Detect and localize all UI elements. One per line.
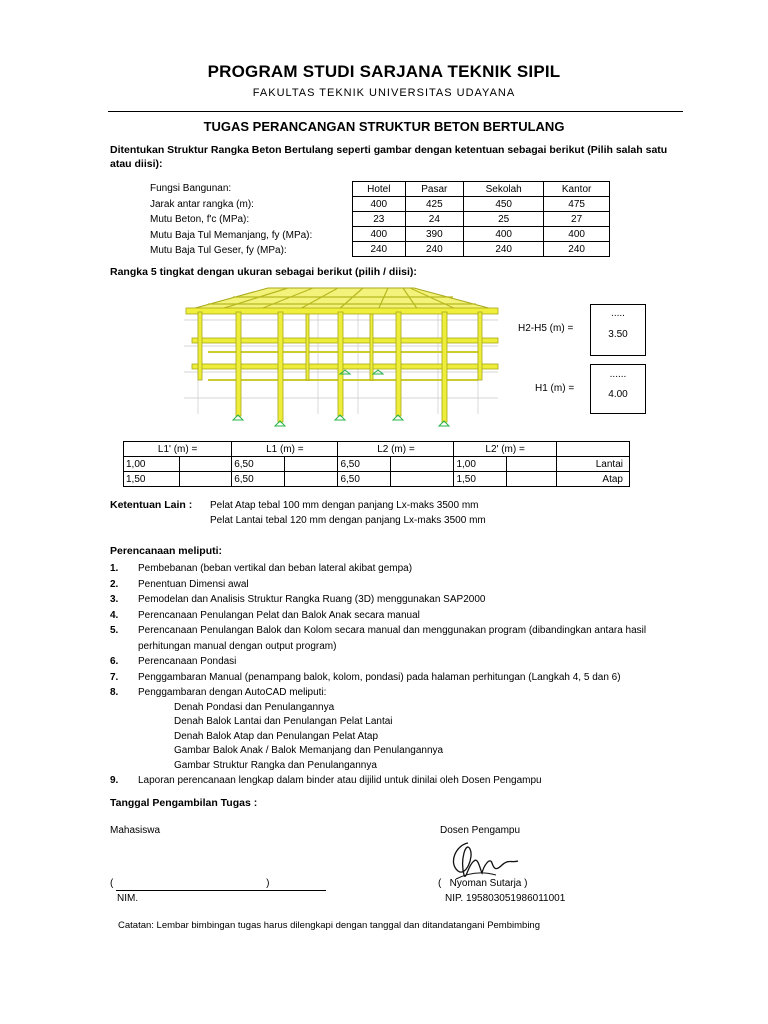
table-cell	[180, 472, 232, 487]
table-row	[124, 457, 630, 472]
sub-list-item: Denah Pondasi dan Penulangannya	[174, 701, 335, 713]
table-cell	[506, 472, 556, 487]
frame-heading: Rangka 5 tingkat dengan ukuran sebagai berikut (pilih / diisi):	[110, 266, 417, 278]
document-title: TUGAS PERANCANGAN STRUKTUR BETON BERTULANG	[203, 119, 565, 134]
table-cell	[390, 472, 454, 487]
table-header-cell: L2' (m) =	[454, 442, 556, 457]
table-cell: 1,50	[124, 472, 180, 487]
list-number: 9.	[110, 775, 119, 786]
table-cell: 400	[353, 197, 406, 212]
table-cell: 400	[544, 227, 610, 242]
table-cell: 450	[464, 197, 544, 212]
table-row	[353, 182, 610, 197]
header-divider	[108, 111, 683, 112]
table-header-cell: L1' (m) =	[124, 442, 232, 457]
planning-list	[110, 561, 690, 789]
table-header-cell: Hotel	[353, 182, 406, 197]
list-text: Perencanaan Pondasi	[138, 656, 237, 667]
table-cell: 23	[353, 212, 406, 227]
sub-list-item: Denah Balok Atap dan Penulangan Pelat Atap	[174, 730, 379, 742]
h1-value: 4.00	[608, 389, 628, 400]
lecturer-label: Dosen Pengampu	[440, 825, 521, 836]
table-cell: 400	[464, 227, 544, 242]
table-cell: 240	[544, 242, 610, 257]
nim-label: NIM.	[117, 893, 139, 904]
table-cell: 1,00	[454, 457, 506, 472]
faculty-subtitle: FAKULTAS TEKNIK UNIVERSITAS UDAYANA	[252, 87, 516, 99]
table-row	[353, 197, 610, 212]
list-item	[110, 685, 690, 701]
list-number: 2.	[110, 578, 119, 590]
student-name-underline	[116, 890, 326, 891]
list-text: Pembebanan (beban vertikal dan beban lateral akibat gempa)	[138, 563, 413, 574]
list-number: 1.	[110, 563, 119, 574]
roof-slab-provision: Pelat Atap tebal 100 mm dengan panjang Lx-maks 3500 mm	[210, 500, 479, 511]
table-header-cell: Pasar	[405, 182, 464, 197]
intro-text: Ditentukan Struktur Rangka Beton Bertulang seperti gambar dengan ketentuan sebagai berikut (Pilih salah satu atau diisi):	[110, 144, 668, 170]
list-text: Laporan perencanaan lengkap dalam binder atau dijilid untuk dinilai oleh Dosen Pengampu	[138, 775, 542, 786]
list-item	[110, 561, 690, 577]
label-long-rebar-grade: Mutu Baja Tul Memanjang, fy (MPa):	[150, 229, 313, 241]
list-item	[110, 654, 690, 670]
table-cell: 390	[405, 227, 464, 242]
dimensions-table	[123, 441, 630, 487]
h2-h5-dots: .....	[611, 308, 625, 319]
sub-list-item: Gambar Struktur Rangka dan Penulangannya	[174, 759, 377, 771]
label-shear-rebar-grade: Mutu Baja Tul Geser, fy (MPa):	[150, 245, 287, 256]
list-text: Penggambaran dengan AutoCAD meliputi:	[138, 687, 327, 698]
student-label: Mahasiswa	[110, 825, 161, 836]
table-row	[353, 227, 610, 242]
parameter-labels	[150, 181, 350, 259]
list-item	[110, 592, 690, 608]
table-cell	[284, 457, 338, 472]
table-header-cell: L1 (m) =	[232, 442, 338, 457]
frame-3d-image	[178, 284, 504, 432]
table-row	[124, 442, 630, 457]
table-cell	[390, 457, 454, 472]
table-header-cell: L2 (m) =	[338, 442, 454, 457]
list-item	[110, 670, 690, 686]
floor-slab-provision: Pelat Lantai tebal 120 mm dengan panjang Lx-maks 3500 mm	[210, 515, 486, 526]
h1-dots: ......	[609, 369, 627, 380]
table-cell: 400	[353, 227, 406, 242]
list-number: 3.	[110, 594, 119, 605]
table-cell: 1,00	[124, 457, 180, 472]
list-item	[110, 623, 690, 654]
table-cell: 475	[544, 197, 610, 212]
list-item	[110, 608, 690, 624]
label-concrete-grade: Mutu Beton, f'c (MPa):	[150, 214, 250, 225]
table-row	[353, 212, 610, 227]
table-header-cell: Kantor	[544, 182, 610, 197]
table-cell: 240	[464, 242, 544, 257]
table-row	[124, 472, 630, 487]
h1-input[interactable]	[590, 364, 646, 414]
list-text: Penggambaran Manual (penampang balok, kolom, pondasi) pada halaman perhitungan (Langkah 4, 5 dan 6)	[138, 671, 621, 683]
h2-h5-value: 3.50	[608, 329, 628, 340]
table-header-cell	[556, 442, 629, 457]
list-number: 6.	[110, 656, 119, 667]
institution-title: PROGRAM STUDI SARJANA TEKNIK SIPIL	[207, 62, 561, 81]
list-number: 4.	[110, 609, 119, 621]
list-text: Pemodelan dan Analisis Struktur Rangka Ruang (3D) menggunakan SAP2000	[138, 594, 486, 605]
parameter-table	[352, 181, 610, 257]
table-cell: 6,50	[338, 457, 390, 472]
list-text: Perencanaan Penulangan Balok dan Kolom secara manual dan menggunakan program (dibandingkan antara hasil perhitungan manual dengan output program)	[138, 625, 647, 652]
list-text: Penentuan Dimensi awal	[138, 578, 249, 590]
table-cell: 425	[405, 197, 464, 212]
table-cell	[284, 472, 338, 487]
list-number: 7.	[110, 671, 119, 683]
table-header-cell: Sekolah	[464, 182, 544, 197]
table-cell: Lantai	[556, 457, 629, 472]
list-item	[110, 773, 690, 789]
table-cell: 240	[353, 242, 406, 257]
list-number: 8.	[110, 687, 119, 698]
h1-label: H1 (m) =	[535, 383, 575, 394]
sub-list-item: Gambar Balok Anak / Balok Memanjang dan Penulangannya	[174, 745, 444, 756]
student-name: ( )	[110, 878, 270, 889]
table-cell: 6,50	[338, 472, 390, 487]
list-item	[110, 577, 690, 593]
footer-note: Catatan: Lembar bimbingan tugas harus dilengkapi dengan tanggal dan ditandatangani Pembimbing	[118, 920, 540, 931]
other-provisions-label: Ketentuan Lain :	[110, 499, 193, 511]
label-frame-spacing: Jarak antar rangka (m):	[150, 198, 254, 210]
table-cell: 24	[405, 212, 464, 227]
table-cell: 6,50	[232, 457, 284, 472]
table-cell: 1,50	[454, 472, 506, 487]
table-cell: 27	[544, 212, 610, 227]
table-cell: 25	[464, 212, 544, 227]
lecturer-name: ( Nyoman Sutarja )	[438, 878, 528, 889]
table-cell: Atap	[556, 472, 629, 487]
h2-h5-input[interactable]	[590, 304, 646, 356]
table-row	[353, 242, 610, 257]
planning-heading: Perencanaan meliputi:	[110, 545, 223, 557]
sub-list-item: Denah Balok Lantai dan Penulangan Pelat Lantai	[174, 716, 393, 727]
table-cell: 6,50	[232, 472, 284, 487]
h2-h5-label: H2-H5 (m) =	[518, 323, 574, 334]
nip-number: NIP. 195803051986011001	[445, 893, 566, 904]
list-number: 5.	[110, 625, 119, 636]
label-building-function: Fungsi Bangunan:	[150, 183, 232, 194]
date-label: Tanggal Pengambilan Tugas :	[110, 797, 258, 809]
table-cell: 240	[405, 242, 464, 257]
student-name-field[interactable]	[110, 878, 269, 889]
table-cell	[506, 457, 556, 472]
list-text: Perencanaan Penulangan Pelat dan Balok Anak secara manual	[138, 609, 420, 621]
table-cell	[180, 457, 232, 472]
